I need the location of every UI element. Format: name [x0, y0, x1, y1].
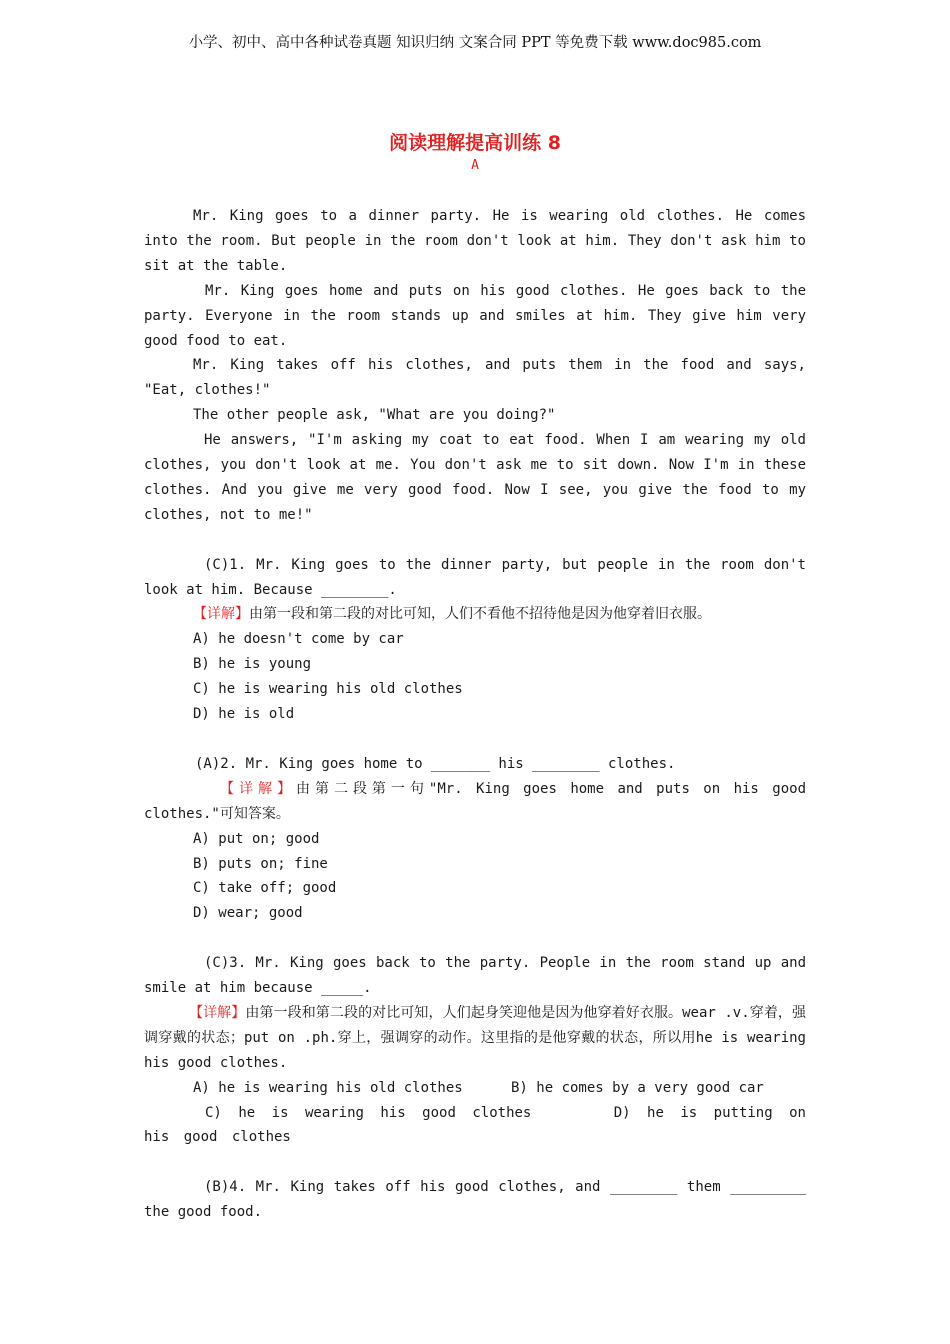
passage-paragraph: Mr. King goes home and puts on his good clothes. He goes back to the party. Everyone in the room stands up and smiles at him. They give him very good food to eat. — [144, 282, 806, 349]
page-title: 阅读理解提高训练 8 — [389, 132, 561, 154]
explanation — [144, 777, 806, 827]
explanation-label: 【详解】 — [189, 1004, 246, 1021]
section-label: A — [471, 158, 479, 173]
question-stem: (B)4. Mr. King takes off his good clothes, and ________ them _________ the good food. — [144, 1179, 806, 1221]
explanation — [144, 602, 806, 627]
passage-paragraph: The other people ask, "What are you doing?" — [193, 407, 556, 424]
option: B) puts on; fine — [193, 855, 328, 872]
question-stem: (A)2. Mr. King goes home to _______ his ________ clothes. — [195, 755, 676, 772]
option-row — [144, 1076, 806, 1101]
option: C) he is wearing his old clothes — [193, 681, 463, 698]
passage-paragraph: He answers, "I'm asking my coat to eat food. When I am wearing my old clothes, you don't look at me. You don't ask me to sit down. Now I'm in these clothes. And you give me very good food. Now I see, you give the food to my clothes, not to me!" — [144, 432, 806, 523]
document-body — [144, 204, 806, 1225]
explanation-text: 由第一段和第二段的对比可知，人们起身笑迎他是因为他穿着好衣服。wear .v.穿着，强调穿戴的状态；put on .ph.穿上，强调穿的动作。这里指的是他穿戴的状态，所以用he is wearing his good clothes. — [144, 1004, 806, 1071]
option: B) he is young — [193, 656, 312, 673]
option-row — [144, 1101, 806, 1151]
explanation-label: 【详解】 — [220, 780, 296, 797]
passage-paragraph: Mr. King goes to a dinner party. He is wearing old clothes. He comes into the room. But people in the room don't look at him. They don't ask him to sit at the table. — [144, 208, 806, 274]
option: A) put on; good — [193, 830, 320, 847]
option: D) he is old — [193, 706, 295, 723]
option: D) wear; good — [193, 905, 303, 922]
question-stem: (C)3. Mr. King goes back to the party. People in the room stand up and smile at him because _____. — [144, 955, 806, 997]
option: C) he is wearing his good clothes — [205, 1104, 532, 1121]
explanation — [144, 1001, 806, 1076]
explanation-text: 由第二段第一句"Mr. King goes home and puts on his good clothes."可知答案。 — [144, 780, 806, 822]
passage-paragraph: Mr. King takes off his clothes, and puts them in the food and says, "Eat, clothes!" — [144, 357, 806, 399]
option: D) he is putting on his good clothes — [144, 1104, 806, 1146]
page-header: 小学、初中、高中各种试卷真题 知识归纳 文案合同 PPT 等免费下载 www.doc985.com — [188, 35, 762, 51]
explanation-text: 由第一段和第二段的对比可知，人们不看他不招待他是因为他穿着旧衣服。 — [249, 606, 711, 623]
option: C) take off; good — [193, 880, 337, 897]
question-stem: (C)1. Mr. King goes to the dinner party, but people in the room don't look at him. Because ________. — [144, 556, 806, 598]
option: A) he doesn't come by car — [193, 631, 404, 648]
explanation-label: 【详解】 — [193, 606, 249, 623]
option: A) he is wearing his old clothes — [193, 1079, 463, 1096]
option: B) he comes by a very good car — [511, 1079, 764, 1096]
